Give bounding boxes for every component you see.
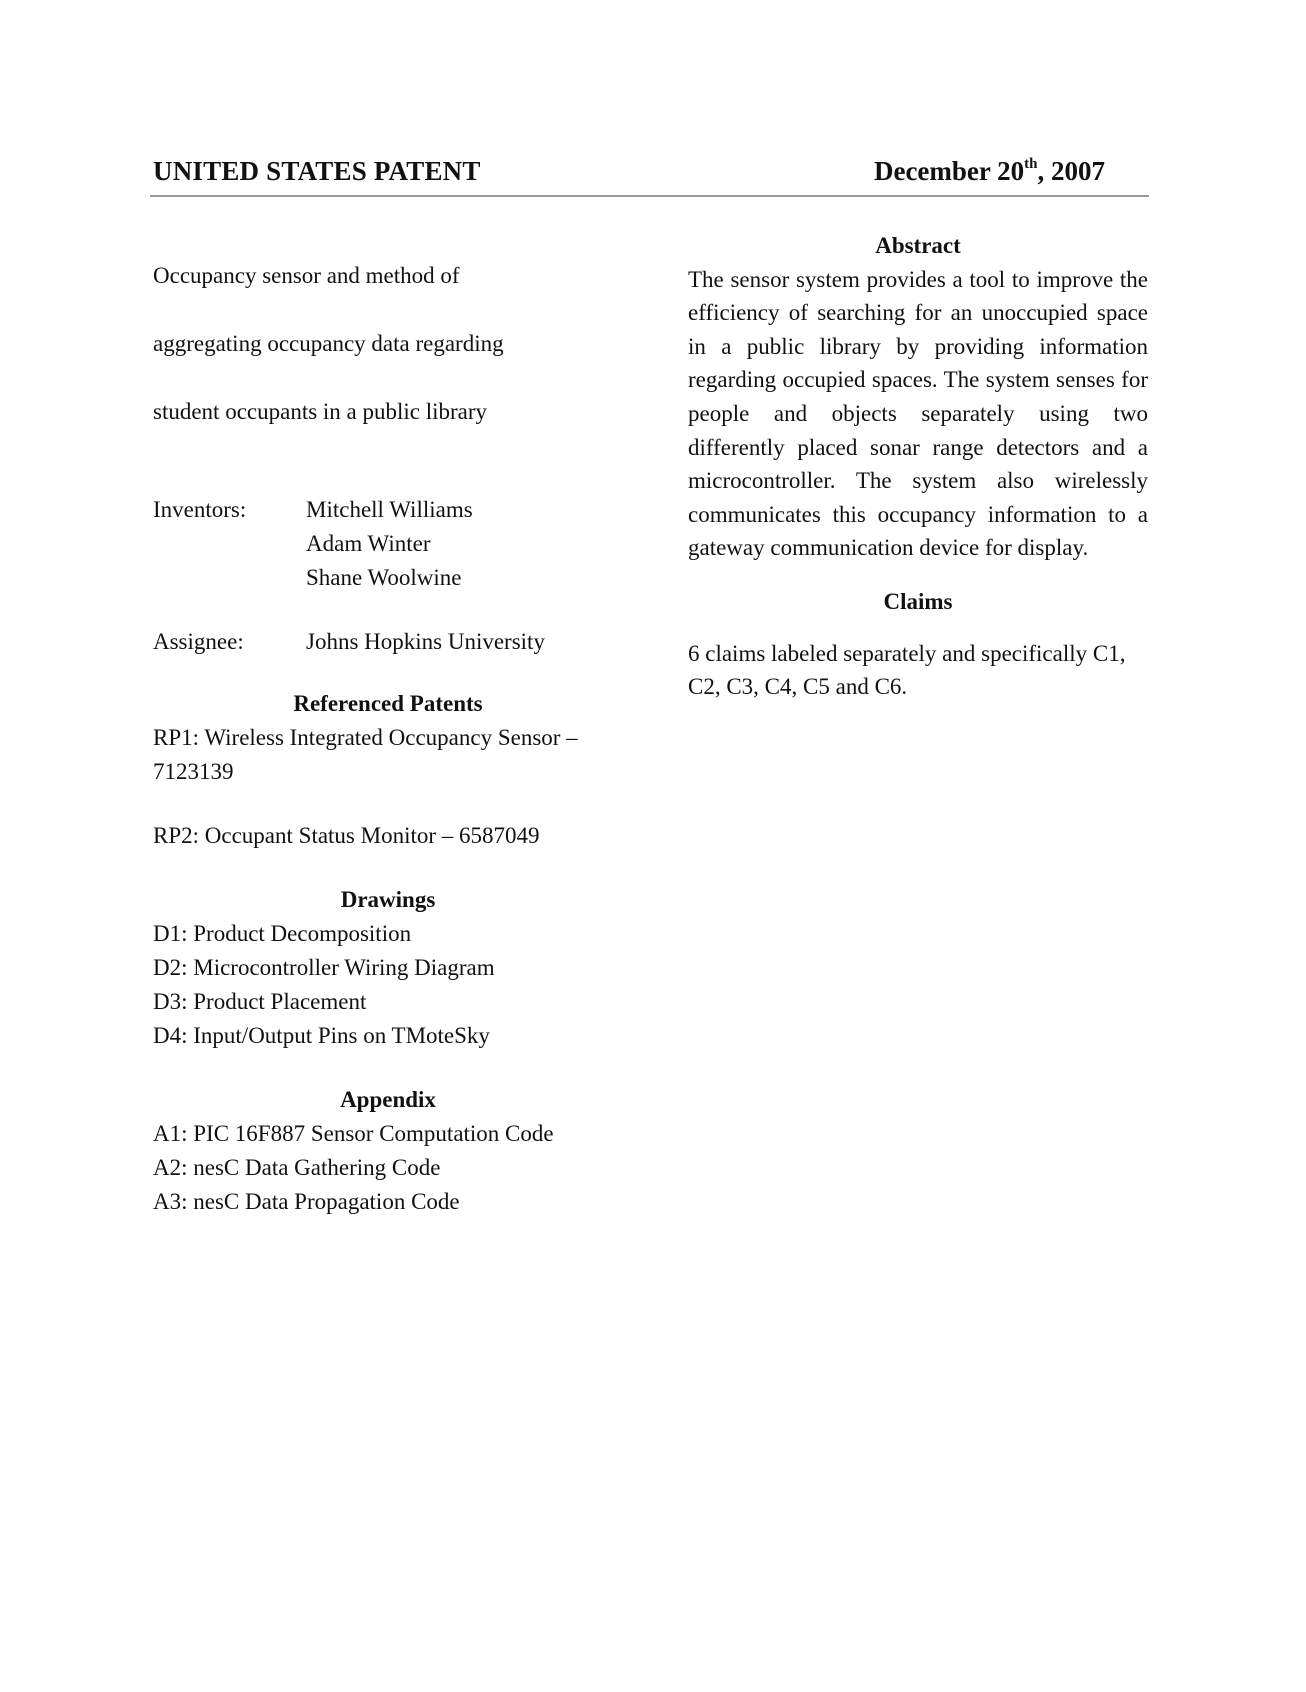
header-divider [150,195,1149,197]
right-column [688,229,1148,704]
drawing-item: D2: Microcontroller Wiring Diagram [153,955,495,980]
inventor-name: Mitchell Williams [306,497,473,522]
abstract-heading: Abstract [875,233,961,258]
patent-date [874,156,1105,187]
patent-title-line: aggregating occupancy data regarding [153,331,504,356]
drawing-item: D3: Product Placement [153,989,367,1014]
appendix-item: A2: nesC Data Gathering Code [153,1155,441,1180]
referenced-patent-item: RP1: Wireless Integrated Occupancy Sensor – 7123139 [153,725,578,784]
appendix-heading: Appendix [340,1087,436,1112]
assignee-name: Johns Hopkins University [306,629,545,654]
inventors-label: Inventors: [153,497,247,522]
date-year: , 2007 [1037,156,1105,186]
assignee-label: Assignee: [153,629,244,654]
claims-heading: Claims [883,588,953,614]
referenced-patent-item: RP2: Occupant Status Monitor – 6587049 [153,823,540,848]
patent-title-line: student occupants in a public library [153,399,488,424]
page-header [153,150,1147,194]
date-prefix: December 20 [873,156,1025,186]
drawing-item: D4: Input/Output Pins on TMoteSky [153,1023,490,1048]
inventor-name: Shane Woolwine [306,565,462,590]
assignee-row [153,625,623,659]
appendix-item: A3: nesC Data Propagation Code [153,1189,460,1214]
drawings-heading: Drawings [340,887,436,912]
claims-text: 6 claims labeled separately and specifically C1, C2, C3, C4, C5 and C6. [688,640,1126,700]
date-ordinal-suffix: th [1024,156,1038,172]
inventors-row [153,493,623,595]
drawing-item: D1: Product Decomposition [153,921,412,946]
abstract-text: The sensor system provides a tool to improve the efficiency of searching for an unoccupied space in a public library by providing information regarding occupied spaces. The system senses for people and objects separately using two differently placed sonar range detectors and a microcontroller. The system also wirelessly communicates this occupancy information to a gateway communication device for display. [688,266,1148,561]
inventors-list [306,493,623,595]
inventor-name: Adam Winter [306,531,431,556]
appendix-item: A1: PIC 16F887 Sensor Computation Code [153,1121,554,1146]
left-column [153,225,623,1219]
patent-title-line: Occupancy sensor and method of [153,263,460,288]
patent-heading: UNITED STATES PATENT [153,156,481,186]
patent-title [153,225,623,463]
referenced-patents-heading: Referenced Patents [293,691,483,716]
